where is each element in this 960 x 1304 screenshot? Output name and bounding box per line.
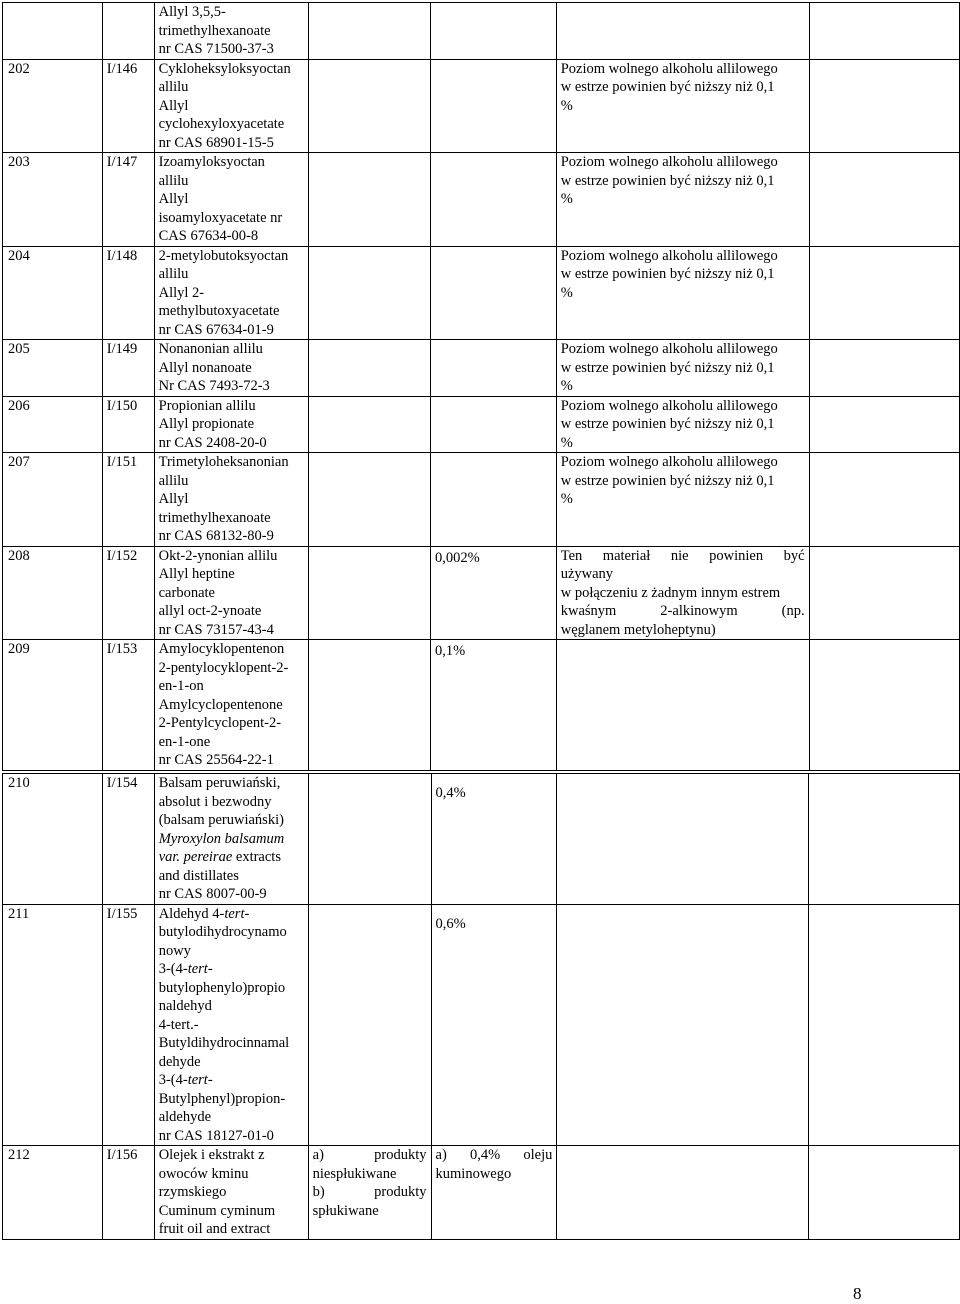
annex-reference: I/154 xyxy=(102,774,154,905)
text-line: 3-(4-tert- xyxy=(158,1072,213,1088)
substance-name xyxy=(154,396,308,453)
text-line: w estrze powinien być niższy niż 0,1 xyxy=(560,416,775,432)
text-line: kuminowego xyxy=(435,1165,512,1182)
warning-note xyxy=(556,640,809,771)
substance-name xyxy=(154,904,308,1146)
text-line: Cykloheksyloksyoctan xyxy=(158,60,291,77)
text-line: Nr CAS 7493-72-3 xyxy=(158,378,270,394)
text-line: Okt-2-ynonian allilu xyxy=(158,547,278,564)
continuation-cell xyxy=(154,3,308,60)
text-line: 2-Pentylcyclopent-2- xyxy=(158,715,282,731)
text-line: 0,6% xyxy=(435,915,466,932)
empty-cell xyxy=(809,453,959,547)
text-line: owoców kminu xyxy=(158,1165,249,1182)
concentration-limit xyxy=(431,1146,557,1240)
annex-reference: I/151 xyxy=(102,453,154,547)
warning-note xyxy=(557,1146,809,1240)
text-line: nr CAS 67634-01-9 xyxy=(158,321,274,338)
text-line: nr CAS 2408-20-0 xyxy=(158,434,267,451)
warning-note xyxy=(556,453,809,547)
text-line: Trimetyloheksanonian xyxy=(158,454,289,470)
annex-reference: I/150 xyxy=(102,396,154,453)
annex-reference: I/155 xyxy=(102,904,154,1146)
text-line: % xyxy=(560,284,573,301)
text-line: Myroxylon balsamum xyxy=(158,830,285,847)
text-line: allyl oct-2-ynoate xyxy=(158,603,262,619)
substance-name xyxy=(154,640,308,771)
text-line: nowy xyxy=(158,942,191,959)
conditions-cell xyxy=(308,59,430,153)
annex-reference: I/147 xyxy=(102,153,154,247)
empty-cell xyxy=(809,774,960,905)
text-line: rzymskiego xyxy=(158,1184,227,1200)
table-row xyxy=(3,1146,960,1240)
substance-name xyxy=(154,1146,308,1240)
ingredients-table-2 xyxy=(2,773,960,1240)
text-line: en-1-on xyxy=(158,678,204,694)
annex-reference: I/148 xyxy=(102,246,154,340)
empty-cell xyxy=(809,396,959,453)
text-line: w estrze powinien być niższy niż 0,1 xyxy=(560,266,775,282)
text-line: 3-(4-tert- xyxy=(158,961,213,977)
table-row xyxy=(3,546,960,640)
concentration-limit xyxy=(431,396,557,453)
text-line: allilu xyxy=(158,79,189,95)
text-line: dehyde xyxy=(158,1053,201,1070)
empty-cell xyxy=(809,1146,960,1240)
entry-number: 204 xyxy=(3,246,103,340)
text-line: allilu xyxy=(158,172,189,189)
warning-note xyxy=(556,396,809,453)
text-line: 4-tert.- xyxy=(158,1016,199,1033)
text-line: Allyl xyxy=(158,491,189,507)
text-line: butylophenylo)propio xyxy=(158,979,286,996)
text-line: Amylcyclopentenone xyxy=(158,696,283,713)
text-line: a) produkty xyxy=(312,1147,427,1163)
text-line: w estrze powinien być niższy niż 0,1 xyxy=(560,359,775,376)
conditions-cell xyxy=(308,904,431,1146)
text-line: Poziom wolnego alkoholu allilowego xyxy=(560,341,778,357)
ingredients-table-1 xyxy=(2,2,960,771)
text-line: Butyldihydrocinnamal xyxy=(158,1035,290,1051)
text-line: Cuminum cyminum xyxy=(158,1202,276,1219)
empty-cell xyxy=(809,153,959,247)
text-line: methylbutoxyacetate xyxy=(158,303,280,319)
conditions-cell xyxy=(308,453,430,547)
concentration-limit xyxy=(431,774,557,905)
table-row xyxy=(3,774,960,905)
text-line: Balsam peruwiański, xyxy=(158,775,281,791)
entry-number: 212 xyxy=(3,1146,103,1240)
limit-value: 0,1% xyxy=(435,643,466,659)
concentration-limit xyxy=(431,246,557,340)
text-line: węglanem metyloheptynu) xyxy=(560,621,716,638)
annex-reference: I/149 xyxy=(102,340,154,397)
text-line: fruit oil and extract xyxy=(158,1221,271,1237)
conditions-cell xyxy=(308,340,430,397)
text-line: nr CAS 25564-22-1 xyxy=(158,752,274,768)
text-line: w połączeniu z żadnym innym estrem xyxy=(560,584,781,601)
text-line: % xyxy=(560,434,573,451)
text-line: w estrze powinien być niższy niż 0,1 xyxy=(560,79,775,95)
entry-number: 203 xyxy=(3,153,103,247)
text-line: 2-metylobutoksyoctan xyxy=(158,247,289,264)
entry-number: 207 xyxy=(3,453,103,547)
text-line: Allyl 3,5,5- xyxy=(158,4,226,20)
text-line: nr CAS 71500-37-3 xyxy=(158,41,274,57)
substance-name xyxy=(154,546,308,640)
text-line: Allyl xyxy=(158,97,189,114)
text-line: a) 0,4% oleju xyxy=(435,1147,553,1163)
text-line: Poziom wolnego alkoholu allilowego xyxy=(560,154,778,170)
text-line: Amylocyklopentenon xyxy=(158,641,285,657)
warning-note xyxy=(556,59,809,153)
limit-value: 0,002% xyxy=(435,549,480,566)
text-line: kwaśnym 2-alkinowym (np. xyxy=(560,603,805,619)
text-line: CAS 67634-00-8 xyxy=(158,228,259,244)
text-line: Propionian allilu xyxy=(158,397,256,414)
conditions-cell xyxy=(308,1146,431,1240)
text-line: % xyxy=(560,97,573,114)
empty-cell xyxy=(809,546,959,640)
text-line: carbonate xyxy=(158,584,215,601)
text-line: nr CAS 68132-80-9 xyxy=(158,528,274,544)
conditions-cell xyxy=(308,246,430,340)
text-line: Allyl 2- xyxy=(158,284,205,301)
text-line: Allyl xyxy=(158,191,189,207)
warning-note xyxy=(556,340,809,397)
concentration-limit xyxy=(431,546,557,640)
text-line: nr CAS 8007-00-9 xyxy=(158,886,267,902)
table-row xyxy=(3,59,960,153)
substance-name xyxy=(154,774,308,905)
empty-cell xyxy=(809,246,959,340)
table-row xyxy=(3,396,960,453)
text-line: % xyxy=(560,378,573,394)
table-row xyxy=(3,3,960,60)
text-line: 2-pentylocyklopent-2- xyxy=(158,659,289,676)
page-number: 8 xyxy=(853,1284,862,1303)
text-line: var. pereirae extracts xyxy=(158,849,281,865)
text-line: Butylphenyl)propion- xyxy=(158,1090,286,1107)
annex-reference: I/146 xyxy=(102,59,154,153)
warning-note xyxy=(556,153,809,247)
entry-number: 210 xyxy=(3,774,103,905)
entry-number: 205 xyxy=(3,340,103,397)
text-line: cyclohexyloxyacetate xyxy=(158,116,285,132)
text-line: trimethylhexanoate xyxy=(158,22,271,39)
warning-note xyxy=(556,246,809,340)
entry-number: 208 xyxy=(3,546,103,640)
text-line: Nonanonian allilu xyxy=(158,341,263,357)
text-line: isoamyloxyacetate nr xyxy=(158,209,283,226)
text-line: niespłukiwane xyxy=(312,1165,397,1182)
text-line: nr CAS 73157-43-4 xyxy=(158,621,274,638)
annex-reference: I/156 xyxy=(102,1146,154,1240)
text-line: nr CAS 68901-15-5 xyxy=(158,134,274,151)
concentration-limit xyxy=(431,59,557,153)
entry-number: 202 xyxy=(3,59,103,153)
text-line: Poziom wolnego alkoholu allilowego xyxy=(560,247,778,264)
text-line: trimethylhexanoate xyxy=(158,509,271,526)
substance-name xyxy=(154,153,308,247)
conditions-cell xyxy=(308,546,430,640)
empty-cell xyxy=(809,640,959,771)
conditions-cell xyxy=(308,396,430,453)
substance-name xyxy=(154,453,308,547)
text-line: % xyxy=(560,491,573,507)
warning-note xyxy=(557,904,809,1146)
text-line: Poziom wolnego alkoholu allilowego xyxy=(560,454,778,470)
concentration-limit xyxy=(431,904,557,1146)
text-line: Olejek i ekstrakt z xyxy=(158,1147,265,1163)
table-row xyxy=(3,904,960,1146)
conditions-cell xyxy=(308,640,430,771)
entry-number: 209 xyxy=(3,640,103,771)
concentration-limit xyxy=(431,453,557,547)
text-line: b) produkty xyxy=(312,1184,427,1200)
concentration-limit xyxy=(431,153,557,247)
text-line: absolut i bezwodny xyxy=(158,793,272,810)
text-line: and distillates xyxy=(158,867,239,884)
text-line: Izoamyloksyoctan xyxy=(158,154,265,170)
text-line: w estrze powinien być niższy niż 0,1 xyxy=(560,472,775,489)
substance-name xyxy=(154,59,308,153)
text-line: Poziom wolnego alkoholu allilowego xyxy=(560,60,778,77)
text-line: w estrze powinien być niższy niż 0,1 xyxy=(560,172,775,189)
text-line: używany xyxy=(560,566,614,582)
text-line: spłukiwane xyxy=(312,1202,379,1219)
text-line: Allyl nonanoate xyxy=(158,359,252,376)
annex-reference: I/152 xyxy=(102,546,154,640)
table-row xyxy=(3,340,960,397)
conditions-cell xyxy=(308,153,430,247)
text-line: (balsam peruwiański) xyxy=(158,812,284,828)
text-line: Allyl heptine xyxy=(158,566,235,582)
warning-note xyxy=(556,546,809,640)
table-row xyxy=(3,640,960,771)
text-line: % xyxy=(560,191,573,207)
text-line: 0,4% xyxy=(435,785,466,801)
substance-name xyxy=(154,246,308,340)
conditions-cell xyxy=(308,774,431,905)
table-row xyxy=(3,453,960,547)
table-row xyxy=(3,153,960,247)
text-line: Ten materiał nie powinien być xyxy=(560,547,805,564)
text-line: en-1-one xyxy=(158,733,211,750)
text-line: Poziom wolnego alkoholu allilowego xyxy=(560,397,778,414)
concentration-limit xyxy=(431,340,557,397)
text-line: nr CAS 18127-01-0 xyxy=(158,1127,274,1144)
text-line: Allyl propionate xyxy=(158,416,255,432)
text-line: allilu xyxy=(158,472,189,489)
text-line: naldehyd xyxy=(158,998,212,1014)
entry-number: 206 xyxy=(3,396,103,453)
annex-reference: I/153 xyxy=(102,640,154,771)
entry-number: 211 xyxy=(3,904,103,1146)
empty-cell xyxy=(809,340,959,397)
substance-name xyxy=(154,340,308,397)
table-row xyxy=(3,246,960,340)
concentration-limit xyxy=(431,640,557,771)
empty-cell xyxy=(809,59,959,153)
warning-note xyxy=(557,774,809,905)
text-line: aldehyde xyxy=(158,1109,212,1125)
text-line: allilu xyxy=(158,266,189,282)
empty-cell xyxy=(809,904,960,1146)
text-line: Aldehyd 4-tert- xyxy=(158,905,250,922)
text-line: butylodihydrocynamo xyxy=(158,924,287,940)
